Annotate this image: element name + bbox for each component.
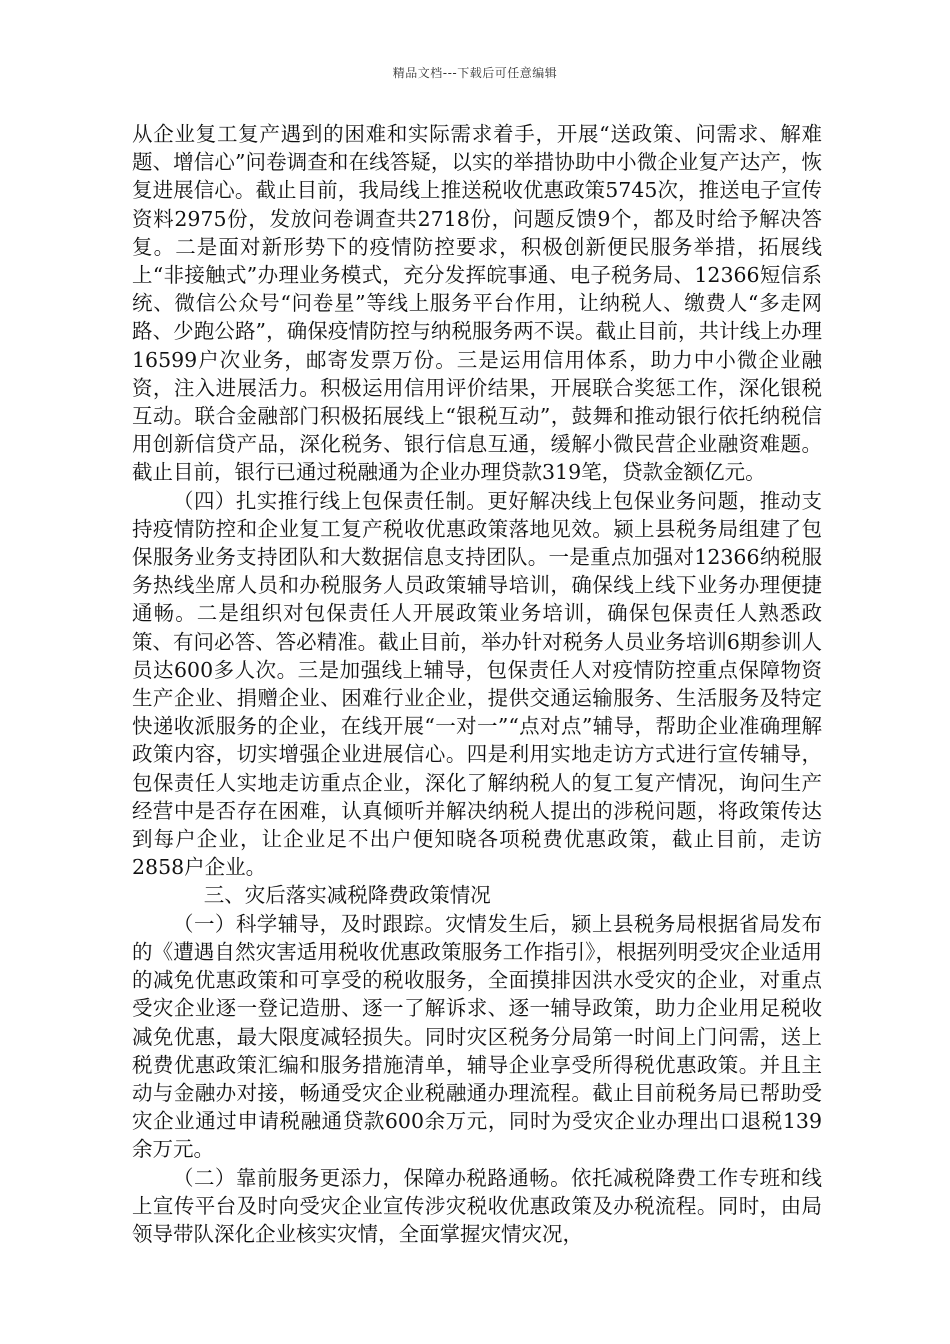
paragraph-subsection-1: （一）科学辅导，及时跟踪。灾情发生后，颍上县税务局根据省局发布的《遭遇自然灾害适用税收优惠政策服务工作指引》，根据列明受灾企业适用的减免优惠政策和可享受的税收服务，全面摸排因洪水受灾的企业，对重点受灾企业逐一登记造册、逐一了解诉求、逐一辅导政策，助力企业用足税收减免优惠，最大限度减轻损失。同时灾区税务分局第一时间上门问需，送上税费优惠政策汇编和服务措施清单，辅导企业享受所得税优惠政策。并且主动与金融办对接，畅通受灾企业税融通办理流程。截止目前税务局已帮助受灾企业通过申请税融通贷款600余万元，同时为受灾企业办理出口退税139余万元。 xyxy=(132,911,822,1162)
paragraph-section-4: （四）扎实推行线上包保责任制。更好解决线上包保业务问题，推动支持疫情防控和企业复工复产税收优惠政策落地见效。颍上县税务局组建了包保服务业务支持团队和大数据信息支持团队。一是重点加强对12366纳税服务热线坐席人员和办税服务人员政策辅导培训，确保线上线下业务办理便捷通畅。二是组织对包保责任人开展政策业务培训，确保包保责任人熟悉政策、有问必答、答必精准。截止目前，举办针对税务人员业务培训6期参训人员达600多人次。三是加强线上辅导，包保责任人对疫情防控重点保障物资生产企业、捐赠企业、困难行业企业，提供交通运输服务、生活服务及特定快递收派服务的企业，在线开展“一对一”“点对点”辅导，帮助企业准确理解政策内容，切实增强企业进展信心。四是利用实地走访方式进行宣传辅导，包保责任人实地走访重点企业，深化了解纳税人的复工复产情况，询问生产经营中是否存在困难，认真倾听并解决纳税人提出的涉税问题，将政策传达到每户企业，让企业足不出户便知晓各项税费优惠政策，截止目前，走访2858户企业。 xyxy=(132,488,822,880)
paragraph-subsection-2: （二）靠前服务更添力，保障办税路通畅。依托减税降费工作专班和线上宣传平台及时向受灾企业宣传涉灾税收优惠政策及办税流程。同时，由局领导带队深化企业核实灾情，全面掌握灾情灾况， xyxy=(132,1165,822,1246)
paragraph-continuation: 从企业复工复产遇到的困难和实际需求着手，开展“送政策、问需求、解难题、增信心”问卷调查和在线答疑，以实的举措协助中小微企业复产达产，恢复进展信心。截止目前，我局线上推送税收优惠政策5745次，推送电子宣传资料2975份，发放问卷调查共2718份，问题反馈9个，都及时给予解决答复。二是面对新形势下的疫情防控要求，积极创新便民服务举措，拓展线上“非接触式”办理业务模式，充分发挥皖事通、电子税务局、12366短信系统、微信公众号“问卷星”等线上服务平台作用，让纳税人、缴费人“多走网路、少跑公路”，确保疫情防控与纳税服务两不误。截止目前，共计线上办理16599户次业务，邮寄发票万份。三是运用信用体系，助力中小微企业融资，注入进展活力。积极运用信用评价结果，开展联合奖惩工作，深化银税互动。联合金融部门积极拓展线上“银税互动”，鼓舞和推动银行依托纳税信用创新信贷产品，深化税务、银行信息互通，缓解小微民营企业融资难题。截止目前，银行已通过税融通为企业办理贷款319笔，贷款金额亿元。 xyxy=(132,122,822,485)
document-body xyxy=(132,120,822,1248)
page-header: 精品文档---下载后可任意编辑 xyxy=(392,66,558,80)
section-heading: 三、灾后落实减税降费政策情况 xyxy=(203,883,491,908)
